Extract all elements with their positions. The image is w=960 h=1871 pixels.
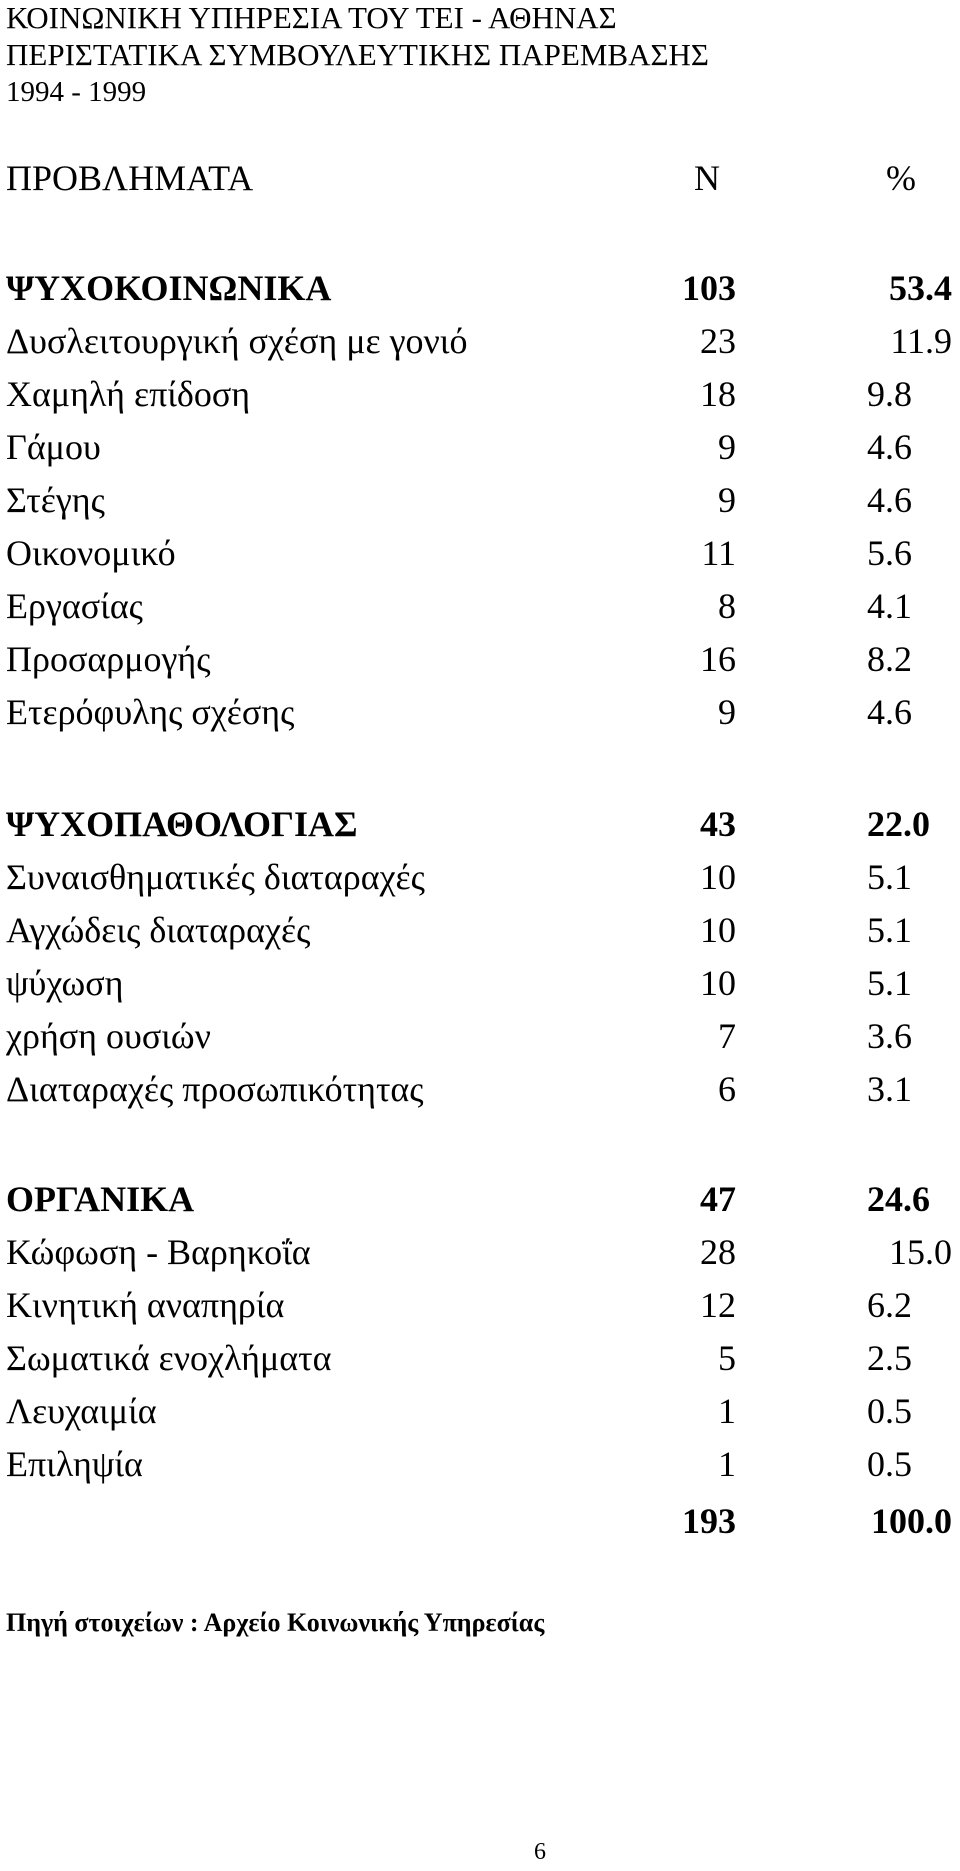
row-percent: 9.8 <box>867 374 912 414</box>
row-label: Διαταραχές προσωπικότητας <box>6 1069 424 1109</box>
row-count: 7 <box>718 1016 736 1056</box>
page-number: 6 <box>534 1839 546 1865</box>
row-count: 10 <box>700 910 736 950</box>
source-note: Πηγή στοιχείων : Αρχείο Κοινωνικής Υπηρεσίας <box>6 1608 545 1637</box>
group-count: 103 <box>682 268 736 308</box>
total-count: 193 <box>682 1501 736 1541</box>
column-header-problems: ΠΡΟΒΛΗΜΑΤΑ <box>6 158 254 198</box>
row-count: 10 <box>700 857 736 897</box>
table-row <box>0 1387 960 1435</box>
row-count: 9 <box>718 427 736 467</box>
table-row <box>0 1440 960 1488</box>
row-count: 6 <box>718 1069 736 1109</box>
header-years: 1994 - 1999 <box>6 76 147 108</box>
row-label: Προσαρμογής <box>6 639 211 679</box>
group-row-organic <box>0 1175 960 1223</box>
table-row <box>0 529 960 577</box>
table-row <box>0 959 960 1007</box>
row-label: Αγχώδεις διαταραχές <box>6 910 311 950</box>
table-row <box>0 1228 960 1276</box>
row-percent: 11.9 <box>890 321 952 361</box>
header-subtitle: ΠΕΡΙΣΤΑΤΙΚΑ ΣΥΜΒΟΥΛΕΥΤΙΚΗΣ ΠΑΡΕΜΒΑΣΗΣ <box>6 37 709 72</box>
row-percent: 4.6 <box>867 480 912 520</box>
row-percent: 3.1 <box>867 1069 912 1109</box>
row-count: 23 <box>700 321 736 361</box>
row-label: Γάμου <box>6 427 101 467</box>
row-label: Σωματικά ενοχλήματα <box>6 1338 332 1378</box>
group-label: ΨΥΧΟΠΑΘΟΛΟΓΙΑΣ <box>6 804 358 844</box>
table-row <box>0 370 960 418</box>
total-row <box>0 1497 960 1545</box>
row-count: 18 <box>700 374 736 414</box>
row-percent: 2.5 <box>867 1338 912 1378</box>
table-header-row <box>0 154 960 202</box>
group-count: 47 <box>700 1179 736 1219</box>
row-label: Χαμηλή επίδοση <box>6 374 251 414</box>
table-row <box>0 476 960 524</box>
row-count: 9 <box>718 480 736 520</box>
row-percent: 4.6 <box>867 427 912 467</box>
row-percent: 4.6 <box>867 692 912 732</box>
group-row-psychosocial <box>0 264 960 312</box>
row-count: 11 <box>701 533 736 573</box>
row-label: Οικονομικό <box>6 533 176 573</box>
group-count: 43 <box>700 804 736 844</box>
table-row <box>0 582 960 630</box>
row-count: 8 <box>718 586 736 626</box>
row-percent: 0.5 <box>867 1444 912 1484</box>
row-count: 12 <box>700 1285 736 1325</box>
row-label: Ετερόφυλης σχέσης <box>6 692 295 732</box>
table-row <box>0 423 960 471</box>
row-count: 28 <box>700 1232 736 1272</box>
row-percent: 5.6 <box>867 533 912 573</box>
group-label: ΨΥΧΟΚΟΙΝΩΝΙΚΑ <box>6 268 332 308</box>
row-count: 1 <box>718 1391 736 1431</box>
row-percent: 6.2 <box>867 1285 912 1325</box>
header-institution: ΚΟΙΝΩΝΙΚΗ ΥΠΗΡΕΣΙΑ ΤΟΥ ΤΕΙ - ΑΘΗΝΑΣ <box>6 0 617 35</box>
row-label: Κινητική αναπηρία <box>6 1285 285 1325</box>
row-label: Λευχαιμία <box>6 1391 157 1431</box>
table-row <box>0 688 960 736</box>
table-row <box>0 1334 960 1382</box>
row-percent: 5.1 <box>867 963 912 1003</box>
row-label: Εργασίας <box>6 586 143 626</box>
row-label: Δυσλειτουργική σχέση με γονιό <box>6 321 468 361</box>
group-percent: 24.6 <box>867 1179 930 1219</box>
row-count: 5 <box>718 1338 736 1378</box>
group-label: ΟΡΓΑΝΙΚΑ <box>6 1179 195 1219</box>
group-percent: 22.0 <box>867 804 930 844</box>
row-label: ψύχωση <box>6 963 124 1003</box>
row-percent: 15.0 <box>889 1232 952 1272</box>
row-percent: 5.1 <box>867 910 912 950</box>
table-row <box>0 906 960 954</box>
table-row <box>0 317 960 365</box>
row-count: 10 <box>700 963 736 1003</box>
row-label: Στέγης <box>6 480 105 520</box>
row-percent: 8.2 <box>867 639 912 679</box>
table-row <box>0 1281 960 1329</box>
row-count: 16 <box>700 639 736 679</box>
column-header-percent: % <box>886 158 916 198</box>
total-percent: 100.0 <box>871 1501 952 1541</box>
row-percent: 4.1 <box>867 586 912 626</box>
column-header-n: Ν <box>694 158 720 198</box>
row-percent: 3.6 <box>867 1016 912 1056</box>
group-percent: 53.4 <box>889 268 952 308</box>
table-row <box>0 1065 960 1113</box>
row-label: Επιληψία <box>6 1444 143 1484</box>
table-row <box>0 853 960 901</box>
row-count: 1 <box>718 1444 736 1484</box>
row-label: Συναισθηματικές διαταραχές <box>6 857 425 897</box>
table-row <box>0 1012 960 1060</box>
row-label: Κώφωση - Βαρηκοΐα <box>6 1232 311 1272</box>
row-count: 9 <box>718 692 736 732</box>
row-percent: 0.5 <box>867 1391 912 1431</box>
group-row-psychopathology <box>0 800 960 848</box>
row-percent: 5.1 <box>867 857 912 897</box>
row-label: χρήση ουσιών <box>6 1016 211 1056</box>
table-row <box>0 635 960 683</box>
